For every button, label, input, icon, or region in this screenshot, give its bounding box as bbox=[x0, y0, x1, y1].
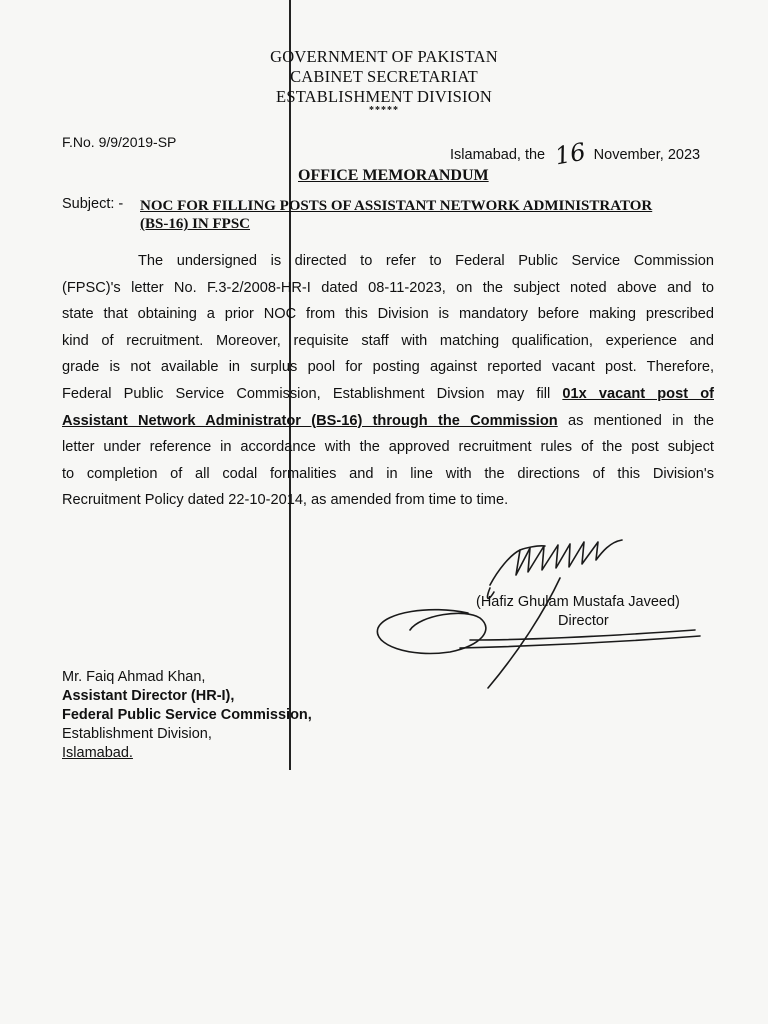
header-division: ESTABLISHMENT DIVISION bbox=[276, 87, 492, 106]
body-line: (FPSC)'s letter No. F.3-2/2008-HR-I dated 08-11-2023, on the subject noted above and to bbox=[62, 279, 714, 296]
body-line: state that obtaining a prior NOC from this Division is mandatory before making prescribed bbox=[62, 306, 714, 323]
body-line: The undersigned is directed to refer to Federal Public Service Commission bbox=[138, 253, 714, 269]
handwritten-signature bbox=[370, 530, 710, 700]
subject-line-1: NOC FOR FILLING POSTS OF ASSISTANT NETWORK ADMINISTRATOR bbox=[140, 198, 653, 214]
addressee-block bbox=[62, 668, 312, 763]
header-cabinet: CABINET SECRETARIAT bbox=[290, 67, 478, 86]
month-year: November, 2023 bbox=[593, 147, 701, 163]
subject-text bbox=[140, 197, 652, 233]
header-stars: ***** bbox=[369, 105, 399, 116]
body-line: grade is not available in surplus pool for posting against reported vacant post. Therefore, bbox=[62, 359, 714, 376]
body-emphasis: 01x vacant post of bbox=[562, 385, 714, 402]
file-number: F.No. 9/9/2019-SP bbox=[62, 134, 177, 150]
memo-body bbox=[62, 248, 714, 514]
signatory-title: Director bbox=[558, 613, 609, 629]
body-line: kind of recruitment. Moreover, requisite staff with matching qualification, experience and bbox=[62, 332, 714, 349]
addressee-designation: Assistant Director (HR-I), bbox=[62, 688, 235, 704]
addressee-organization: Federal Public Service Commission, bbox=[62, 707, 312, 723]
addressee-name: Mr. Faiq Ahmad Khan, bbox=[62, 669, 206, 685]
handwritten-day: 16 bbox=[552, 137, 588, 171]
signatory-name: (Hafiz Ghulam Mustafa Javeed) bbox=[476, 594, 680, 610]
memo-title: OFFICE MEMORANDUM bbox=[298, 167, 489, 184]
subject-line-2: (BS-16) IN FPSC bbox=[140, 216, 251, 232]
body-emphasis: Assistant Network Administrator (BS-16) through the Commission bbox=[62, 412, 558, 429]
body-line: letter under reference in accordance with the approved recruitment rules of the post subject bbox=[62, 439, 714, 456]
place-prefix: Islamabad, the bbox=[450, 147, 546, 163]
body-line-text: as mentioned in the bbox=[557, 412, 714, 429]
body-line bbox=[62, 408, 714, 435]
body-line bbox=[62, 381, 714, 408]
header-government: GOVERNMENT OF PAKISTAN bbox=[270, 47, 498, 66]
place-date bbox=[450, 137, 701, 171]
subject-label: Subject: - bbox=[62, 196, 124, 212]
body-line: to completion of all codal formalities and in line with the directions of this Division's bbox=[62, 465, 714, 482]
addressee-city: Islamabad. bbox=[62, 745, 133, 761]
body-line: Recruitment Policy dated 22-10-2014, as amended from time to time. bbox=[62, 492, 509, 509]
body-line-text: Federal Public Service Commission, Establishment Divsion may fill bbox=[62, 385, 563, 402]
addressee-division: Establishment Division, bbox=[62, 726, 212, 742]
